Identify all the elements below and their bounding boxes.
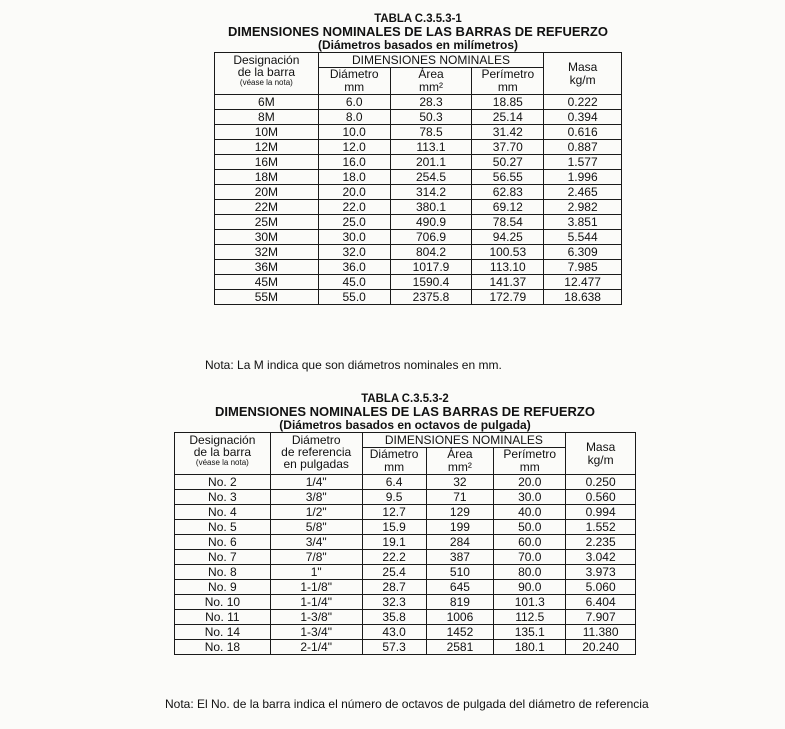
cell-diameter: 12.0 xyxy=(318,140,390,155)
table-2-block xyxy=(165,392,645,655)
cell-diameter: 25.0 xyxy=(318,215,390,230)
cell-perimeter: 90.0 xyxy=(494,580,566,595)
cell-mass: 5.544 xyxy=(544,230,622,245)
table-1-body xyxy=(215,95,622,305)
cell-diameter: 28.7 xyxy=(362,580,426,595)
cell-diameter: 15.9 xyxy=(362,520,426,535)
cell-perimeter: 18.85 xyxy=(472,95,544,110)
cell-diameter: 12.7 xyxy=(362,505,426,520)
table-row xyxy=(215,110,622,125)
table-row xyxy=(175,490,636,505)
table-row xyxy=(175,595,636,610)
table-row xyxy=(175,520,636,535)
cell-mass: 0.887 xyxy=(544,140,622,155)
table-2-number: TABLA C.3.5.3-2 xyxy=(361,391,449,405)
table-row xyxy=(175,580,636,595)
cell-area: 2581 xyxy=(426,640,494,655)
cell-mass: 3.973 xyxy=(566,565,636,580)
cell-area: 2375.8 xyxy=(390,290,472,305)
cell-mass: 0.616 xyxy=(544,125,622,140)
cell-area: 510 xyxy=(426,565,494,580)
table-row xyxy=(215,230,622,245)
cell-reference-diameter: 1-3/4" xyxy=(270,625,362,640)
cell-mass: 0.994 xyxy=(566,505,636,520)
cell-area: 254.5 xyxy=(390,170,472,185)
cell-mass: 11.380 xyxy=(566,625,636,640)
cell-diameter: 16.0 xyxy=(318,155,390,170)
cell-diameter: 10.0 xyxy=(318,125,390,140)
header-mass-label: Masa xyxy=(585,439,616,454)
header-mass-unit: kg/m xyxy=(569,72,596,87)
cell-diameter: 18.0 xyxy=(318,170,390,185)
cell-diameter: 57.3 xyxy=(362,640,426,655)
header-perimeter-unit: mm xyxy=(497,80,518,94)
header-designation xyxy=(175,433,271,475)
header-diameter xyxy=(362,448,426,475)
table-1-subtitle: (Diámetros basados en milímetros) xyxy=(317,38,519,52)
cell-area: 71 xyxy=(426,490,494,505)
cell-area: 1006 xyxy=(426,610,494,625)
cell-designation: No. 18 xyxy=(175,640,271,655)
cell-area: 804.2 xyxy=(390,245,472,260)
cell-perimeter: 101.3 xyxy=(494,595,566,610)
cell-mass: 1.577 xyxy=(544,155,622,170)
header-area xyxy=(390,68,472,95)
cell-perimeter: 56.55 xyxy=(472,170,544,185)
cell-area: 706.9 xyxy=(390,230,472,245)
cell-reference-diameter: 1/2" xyxy=(270,505,362,520)
cell-mass: 0.394 xyxy=(544,110,622,125)
table-row xyxy=(215,215,622,230)
header-reference-diameter xyxy=(270,433,362,475)
cell-designation: 32M xyxy=(215,245,319,260)
cell-mass: 0.222 xyxy=(544,95,622,110)
cell-diameter: 22.0 xyxy=(318,200,390,215)
header-diameter-label: Diámetro xyxy=(329,67,379,81)
cell-diameter: 8.0 xyxy=(318,110,390,125)
header-mass-label: Masa xyxy=(567,59,598,74)
cell-reference-diameter: 1" xyxy=(270,565,362,580)
cell-perimeter: 180.1 xyxy=(494,640,566,655)
cell-area: 490.9 xyxy=(390,215,472,230)
cell-perimeter: 31.42 xyxy=(472,125,544,140)
cell-mass: 3.042 xyxy=(566,550,636,565)
header-mass xyxy=(566,433,636,475)
cell-reference-diameter: 1-1/8" xyxy=(270,580,362,595)
header-designation-note: (véase la nota) xyxy=(195,458,249,467)
cell-designation: No. 8 xyxy=(175,565,271,580)
cell-area: 32 xyxy=(426,475,494,490)
cell-area: 201.1 xyxy=(390,155,472,170)
cell-mass: 0.250 xyxy=(566,475,636,490)
cell-reference-diameter: 3/8" xyxy=(270,490,362,505)
table-row xyxy=(175,610,636,625)
cell-designation: 20M xyxy=(215,185,319,200)
cell-perimeter: 94.25 xyxy=(472,230,544,245)
cell-perimeter: 60.0 xyxy=(494,535,566,550)
cell-designation: 18M xyxy=(215,170,319,185)
header-area xyxy=(426,448,494,475)
cell-mass: 7.907 xyxy=(566,610,636,625)
cell-designation: No. 5 xyxy=(175,520,271,535)
header-perimeter-label: Perímetro xyxy=(503,447,557,461)
cell-perimeter: 69.12 xyxy=(472,200,544,215)
cell-reference-diameter: 5/8" xyxy=(270,520,362,535)
cell-mass: 0.560 xyxy=(566,490,636,505)
cell-perimeter: 80.0 xyxy=(494,565,566,580)
header-reference-diameter-line2: de referencia xyxy=(281,445,352,459)
cell-diameter: 20.0 xyxy=(318,185,390,200)
table-row xyxy=(175,505,636,520)
table-1-note: Nota: La M indica que son diámetros nominales en mm. xyxy=(205,358,502,372)
table-1-title: DIMENSIONES NOMINALES DE LAS BARRAS DE REFUERZO xyxy=(228,24,608,39)
header-designation-line2: de la barra xyxy=(193,445,252,459)
cell-perimeter: 113.10 xyxy=(472,260,544,275)
table-row xyxy=(175,640,636,655)
cell-designation: No. 7 xyxy=(175,550,271,565)
cell-designation: 45M xyxy=(215,275,319,290)
header-nominal-dimensions: DIMENSIONES NOMINALES xyxy=(318,53,544,68)
table-row xyxy=(215,185,622,200)
table-row xyxy=(215,245,622,260)
cell-perimeter: 141.37 xyxy=(472,275,544,290)
cell-mass: 7.985 xyxy=(544,260,622,275)
table-1-block xyxy=(203,12,633,305)
cell-designation: 25M xyxy=(215,215,319,230)
table-row xyxy=(215,155,622,170)
cell-perimeter: 30.0 xyxy=(494,490,566,505)
cell-area: 1590.4 xyxy=(390,275,472,290)
cell-designation: 10M xyxy=(215,125,319,140)
cell-diameter: 9.5 xyxy=(362,490,426,505)
table-row xyxy=(175,550,636,565)
table-2 xyxy=(174,432,636,655)
cell-designation: No. 3 xyxy=(175,490,271,505)
header-designation-note: (véase la nota) xyxy=(239,78,293,87)
cell-reference-diameter: 7/8" xyxy=(270,550,362,565)
cell-diameter: 55.0 xyxy=(318,290,390,305)
cell-perimeter: 135.1 xyxy=(494,625,566,640)
cell-area: 387 xyxy=(426,550,494,565)
cell-area: 129 xyxy=(426,505,494,520)
header-perimeter xyxy=(472,68,544,95)
cell-area: 199 xyxy=(426,520,494,535)
table-row xyxy=(215,200,622,215)
table-row xyxy=(175,565,636,580)
cell-area: 645 xyxy=(426,580,494,595)
cell-diameter: 22.2 xyxy=(362,550,426,565)
cell-area: 78.5 xyxy=(390,125,472,140)
cell-perimeter: 112.5 xyxy=(494,610,566,625)
header-diameter-unit: mm xyxy=(384,460,405,474)
header-nominal-dimensions: DIMENSIONES NOMINALES xyxy=(362,433,566,448)
table-row xyxy=(215,290,622,305)
cell-area: 380.1 xyxy=(390,200,472,215)
cell-perimeter: 40.0 xyxy=(494,505,566,520)
table-row xyxy=(175,625,636,640)
cell-diameter: 19.1 xyxy=(362,535,426,550)
cell-designation: No. 2 xyxy=(175,475,271,490)
cell-mass: 1.996 xyxy=(544,170,622,185)
cell-perimeter: 100.53 xyxy=(472,245,544,260)
cell-mass: 2.465 xyxy=(544,185,622,200)
header-designation xyxy=(215,53,319,95)
header-mass xyxy=(544,53,622,95)
cell-designation: No. 4 xyxy=(175,505,271,520)
cell-diameter: 45.0 xyxy=(318,275,390,290)
cell-designation: 12M xyxy=(215,140,319,155)
cell-designation: 16M xyxy=(215,155,319,170)
table-1 xyxy=(214,52,622,305)
cell-perimeter: 50.0 xyxy=(494,520,566,535)
cell-perimeter: 62.83 xyxy=(472,185,544,200)
table-row xyxy=(175,535,636,550)
table-1-number: TABLA C.3.5.3-1 xyxy=(374,11,462,25)
cell-area: 113.1 xyxy=(390,140,472,155)
table-row xyxy=(175,475,636,490)
header-area-unit: mm² xyxy=(418,80,443,94)
cell-perimeter: 172.79 xyxy=(472,290,544,305)
table-2-note: Nota: El No. de la barra indica el número de octavos de pulgada del diámetro de referencia xyxy=(165,697,649,711)
cell-reference-diameter: 1-1/4" xyxy=(270,595,362,610)
cell-mass: 2.982 xyxy=(544,200,622,215)
cell-mass: 12.477 xyxy=(544,275,622,290)
cell-area: 819 xyxy=(426,595,494,610)
header-perimeter-label: Perímetro xyxy=(481,67,535,81)
cell-reference-diameter: 3/4" xyxy=(270,535,362,550)
cell-perimeter: 70.0 xyxy=(494,550,566,565)
table-row xyxy=(215,275,622,290)
cell-mass: 5.060 xyxy=(566,580,636,595)
table-row xyxy=(215,95,622,110)
header-area-label: Área xyxy=(447,447,473,461)
cell-designation: No. 9 xyxy=(175,580,271,595)
header-designation-line1: Designación xyxy=(189,433,256,447)
cell-area: 1452 xyxy=(426,625,494,640)
cell-area: 284 xyxy=(426,535,494,550)
cell-diameter: 6.0 xyxy=(318,95,390,110)
header-area-label: Área xyxy=(418,67,444,81)
header-area-unit: mm² xyxy=(447,460,472,474)
header-perimeter-unit: mm xyxy=(519,460,540,474)
header-mass-unit: kg/m xyxy=(587,452,614,467)
cell-mass: 6.404 xyxy=(566,595,636,610)
cell-mass: 1.552 xyxy=(566,520,636,535)
cell-designation: 8M xyxy=(215,110,319,125)
table-row xyxy=(215,125,622,140)
cell-mass: 18.638 xyxy=(544,290,622,305)
cell-mass: 20.240 xyxy=(566,640,636,655)
cell-designation: No. 14 xyxy=(175,625,271,640)
cell-designation: 36M xyxy=(215,260,319,275)
cell-diameter: 30.0 xyxy=(318,230,390,245)
cell-designation: No. 6 xyxy=(175,535,271,550)
cell-perimeter: 78.54 xyxy=(472,215,544,230)
cell-designation: 30M xyxy=(215,230,319,245)
cell-area: 1017.9 xyxy=(390,260,472,275)
cell-designation: No. 10 xyxy=(175,595,271,610)
cell-mass: 3.851 xyxy=(544,215,622,230)
cell-reference-diameter: 2-1/4" xyxy=(270,640,362,655)
cell-diameter: 6.4 xyxy=(362,475,426,490)
header-reference-diameter-line1: Diámetro xyxy=(291,433,341,447)
cell-perimeter: 50.27 xyxy=(472,155,544,170)
table-row xyxy=(215,140,622,155)
cell-designation: 6M xyxy=(215,95,319,110)
header-reference-diameter-line3: en pulgadas xyxy=(283,457,349,471)
cell-diameter: 35.8 xyxy=(362,610,426,625)
cell-diameter: 25.4 xyxy=(362,565,426,580)
table-row xyxy=(215,170,622,185)
cell-perimeter: 20.0 xyxy=(494,475,566,490)
cell-diameter: 32.0 xyxy=(318,245,390,260)
cell-perimeter: 25.14 xyxy=(472,110,544,125)
header-perimeter xyxy=(494,448,566,475)
cell-designation: No. 11 xyxy=(175,610,271,625)
cell-mass: 6.309 xyxy=(544,245,622,260)
cell-designation: 55M xyxy=(215,290,319,305)
header-diameter-unit: mm xyxy=(344,80,365,94)
header-diameter xyxy=(318,68,390,95)
table-2-subtitle: (Diámetros basados en octavos de pulgada) xyxy=(279,418,531,432)
table-2-body xyxy=(175,475,636,655)
cell-designation: 22M xyxy=(215,200,319,215)
cell-diameter: 36.0 xyxy=(318,260,390,275)
header-diameter-label: Diámetro xyxy=(369,447,419,461)
header-designation-line2: de la barra xyxy=(237,65,296,79)
cell-diameter: 43.0 xyxy=(362,625,426,640)
header-designation-line1: Designación xyxy=(233,53,300,67)
cell-area: 314.2 xyxy=(390,185,472,200)
table-2-title: DIMENSIONES NOMINALES DE LAS BARRAS DE REFUERZO xyxy=(215,404,595,419)
table-row xyxy=(215,260,622,275)
cell-reference-diameter: 1/4" xyxy=(270,475,362,490)
cell-area: 28.3 xyxy=(390,95,472,110)
cell-reference-diameter: 1-3/8" xyxy=(270,610,362,625)
cell-perimeter: 37.70 xyxy=(472,140,544,155)
cell-diameter: 32.3 xyxy=(362,595,426,610)
cell-mass: 2.235 xyxy=(566,535,636,550)
cell-area: 50.3 xyxy=(390,110,472,125)
